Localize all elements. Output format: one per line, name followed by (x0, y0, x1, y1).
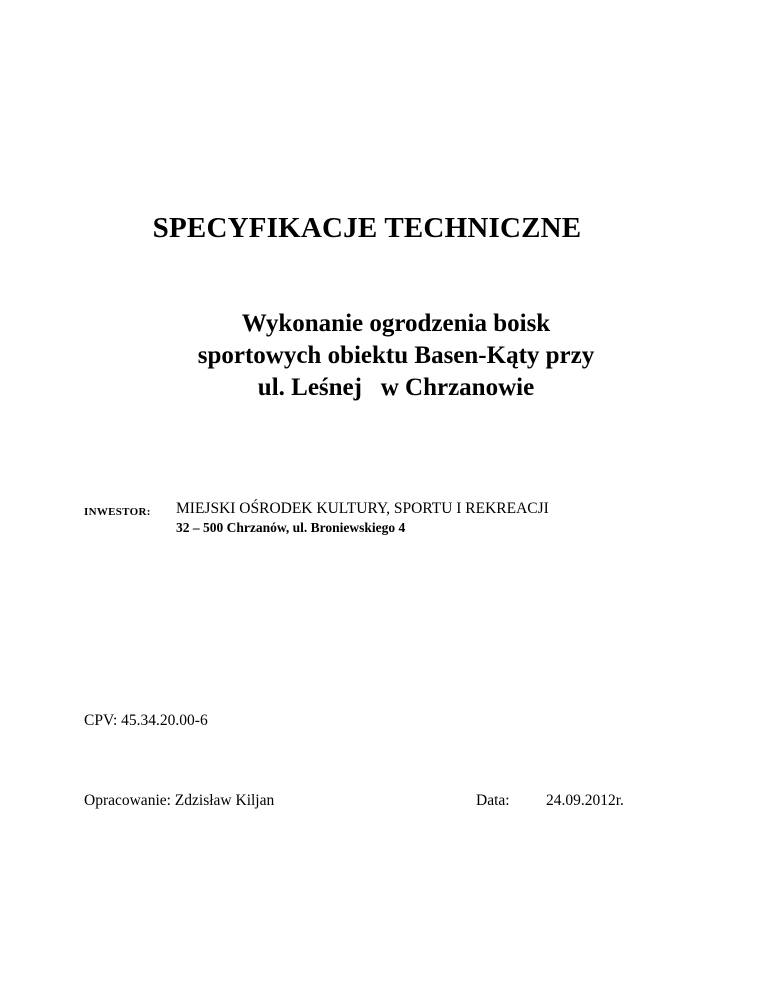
investor-label: INWESTOR: (84, 506, 151, 518)
subject-line-2: sportowych obiektu Basen-Kąty przy (197, 342, 595, 369)
subject-line-1: Wykonanie ogrodzenia boisk (241, 310, 551, 337)
author-line: Opracowanie: Zdzisław Kiljan (84, 792, 275, 809)
cpv-code: CPV: 45.34.20.00-6 (84, 712, 208, 729)
subject-line-3: ul. Leśnej w Chrzanowie (257, 374, 535, 401)
date-value: 24.09.2012r. (546, 792, 624, 809)
project-subject (176, 308, 616, 404)
investor-address: 32 – 500 Chrzanów, ul. Broniewskiego 4 (176, 520, 406, 535)
date-label: Data: (476, 792, 510, 809)
document-title: SPECYFIKACJE TECHNICZNE (152, 212, 582, 244)
investor-name: MIEJSKI OŚRODEK KULTURY, SPORTU I REKREACJI (176, 500, 549, 517)
